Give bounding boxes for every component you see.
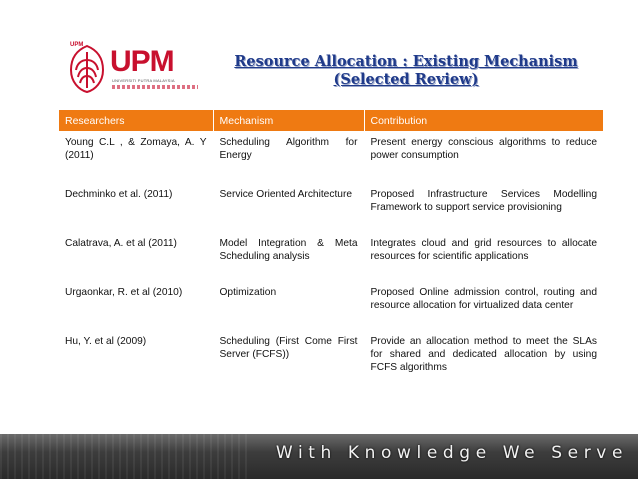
cell-mechanism: Scheduling Algorithm for Energy — [213, 131, 364, 183]
header-contribution: Contribution — [364, 110, 603, 131]
slide-title-line2: (Selected Review) — [333, 71, 479, 88]
cell-mechanism: Scheduling (First Come First Server (FCFS)) — [213, 330, 364, 379]
cell-researchers: Young C.L , & Zomaya, A. Y (2011) — [59, 131, 213, 183]
table-row — [59, 183, 603, 232]
cell-contribution: Proposed Infrastructure Services Modelling Framework to support service provisioning — [370, 189, 597, 213]
table-header-row — [59, 110, 603, 131]
footer-pattern — [0, 434, 250, 479]
table-row — [59, 330, 603, 379]
cell-contribution: Proposed Online admission control, routing and resource allocation for virtualized data center — [370, 287, 597, 311]
upm-logo — [68, 44, 198, 96]
footer-tagline: With Knowledge We Serve — [275, 443, 628, 463]
upm-crest-icon — [68, 44, 106, 94]
header-researchers: Researchers — [59, 110, 213, 131]
header-mechanism: Mechanism — [213, 110, 364, 131]
table-row — [59, 281, 603, 330]
review-table — [59, 110, 603, 379]
logo-small-text: UPM — [70, 42, 84, 48]
logo-subtitle: UNIVERSITI PUTRA MALAYSIA — [112, 78, 175, 83]
cell-researchers: Urgaonkar, R. et al (2010) — [59, 281, 213, 330]
cell-mechanism: Model Integration & Meta Scheduling analysis — [213, 232, 364, 281]
cell-researchers: Hu, Y. et al (2009) — [59, 330, 213, 379]
slide-title-line1: Resource Allocation : Existing Mechanism — [234, 53, 578, 70]
slide-title — [212, 53, 600, 89]
logo-decoration — [112, 85, 198, 89]
cell-contribution: Present energy conscious algorithms to reduce power consumption — [370, 137, 597, 161]
cell-researchers: Calatrava, A. et al (2011) — [59, 232, 213, 281]
cell-mechanism: Optimization — [213, 281, 364, 330]
table-row — [59, 232, 603, 281]
cell-researchers: Dechminko et al. (2011) — [59, 183, 213, 232]
cell-mechanism: Service Oriented Architecture — [213, 183, 364, 232]
table-row — [59, 131, 603, 183]
cell-contribution: Provide an allocation method to meet the SLAs for shared and dedicated allocation by using FCFS algorithms — [370, 336, 597, 373]
cell-contribution: Integrates cloud and grid resources to allocate resources for scientific applications — [370, 238, 597, 262]
logo-wordmark: UPM — [110, 45, 174, 78]
footer-band — [0, 434, 638, 479]
